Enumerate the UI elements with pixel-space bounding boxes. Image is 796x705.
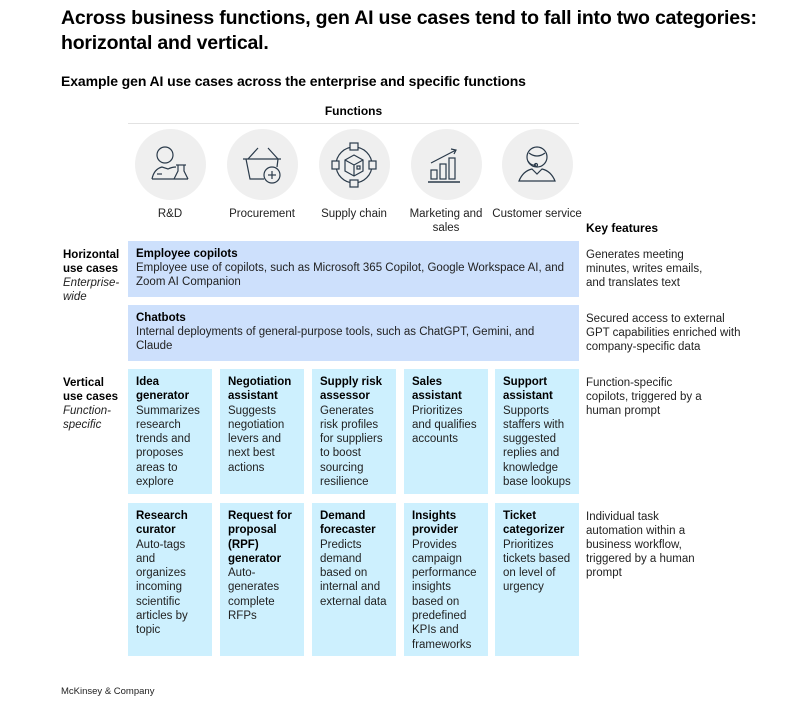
use-case-desc: Provides campaign performance insights based on predefined KPIs and frameworks <box>412 538 477 651</box>
function-rnd <box>124 129 216 221</box>
function-label: Supply chain <box>321 208 387 220</box>
key-feature: Function-specific copilots, triggered by a human prompt <box>586 377 702 417</box>
use-case-desc: Auto-generates complete RFPs <box>228 567 280 623</box>
basket-plus-icon <box>227 129 298 200</box>
horizontal-sublabel: Enterprise-wide <box>63 277 120 303</box>
vertical-use-case <box>128 503 212 656</box>
vertical-use-case <box>312 369 396 494</box>
horizontal-use-case-chatbots <box>128 305 579 361</box>
use-case-name: Support assistant <box>503 376 553 403</box>
page-title: Across business functions, gen AI use cases tend to fall into two categories: horizontal and vertical. <box>61 7 757 54</box>
use-case-desc: Employee use of copilots, such as Microsoft 365 Copilot, Google Workspace AI, and Zoom AI Companion <box>136 262 565 288</box>
use-case-desc: Suggests negotiation levers and next best actions <box>228 404 285 474</box>
key-feature: Generates meeting minutes, writes emails, and translates text <box>586 249 703 289</box>
function-supply-chain <box>308 129 400 221</box>
use-case-desc: Auto-tags and organizes incoming scientific articles by topic <box>136 538 188 637</box>
bar-chart-growth-icon <box>411 129 482 200</box>
use-case-desc: Summarizes research trends and proposes areas to explore <box>136 404 200 489</box>
horizontal-row-label <box>63 248 125 304</box>
use-case-name: Chatbots <box>136 312 186 324</box>
use-case-name: Negotiation assistant <box>228 376 292 403</box>
use-case-desc: Prioritizes tickets based on level of urgency <box>503 538 571 594</box>
function-label: Procurement <box>229 208 295 220</box>
use-case-name: Demand forecaster <box>320 510 376 537</box>
use-case-name: Research curator <box>136 510 188 537</box>
function-label: Marketing and sales <box>409 208 483 234</box>
use-case-name: Sales assistant <box>412 376 462 403</box>
vertical-label: Vertical use cases <box>63 377 118 403</box>
vertical-row-label <box>63 376 125 432</box>
subtitle: Example gen AI use cases across the enterprise and specific functions <box>61 73 526 89</box>
vertical-sublabel: Function-specific <box>63 405 111 431</box>
horizontal-label: Horizontal use cases <box>63 249 120 275</box>
function-marketing-sales <box>400 129 492 235</box>
use-case-name: Ticket categorizer <box>503 510 565 537</box>
function-label: R&D <box>157 208 183 220</box>
use-case-desc: Prioritizes and qualifies accounts <box>412 404 477 446</box>
vertical-use-case <box>404 369 488 494</box>
key-feature: Secured access to external GPT capabilities enriched with company-specific data <box>586 313 741 353</box>
vertical-use-case <box>312 503 396 656</box>
footer-brand: McKinsey & Company <box>61 686 155 697</box>
use-case-desc: Internal deployments of general-purpose tools, such as ChatGPT, Gemini, and Claude <box>136 326 535 352</box>
horizontal-use-case-employee-copilots <box>128 241 579 297</box>
vertical-use-case <box>128 369 212 494</box>
vertical-use-case <box>404 503 488 656</box>
use-case-desc: Predicts demand based on internal and external data <box>320 538 387 608</box>
use-case-name: Supply risk assessor <box>320 376 382 403</box>
scientist-flask-icon <box>135 129 206 200</box>
use-case-desc: Supports staffers with suggested replies and knowledge base lookups <box>503 404 571 489</box>
use-case-desc: Generates risk profiles for suppliers to boost sourcing resilience <box>320 404 383 489</box>
box-network-icon <box>319 129 390 200</box>
vertical-use-case <box>495 369 579 494</box>
vertical-use-case <box>220 503 304 656</box>
function-procurement <box>216 129 308 221</box>
use-case-name: Insights provider <box>412 510 459 537</box>
vertical-use-case <box>495 503 579 656</box>
function-customer-service <box>491 129 583 221</box>
key-features-header: Key features <box>586 221 659 235</box>
use-case-name: Request for proposal (RPF) generator <box>228 510 292 565</box>
functions-header: Functions <box>128 104 579 124</box>
key-feature: Individual task automation within a business workflow, triggered by a human prompt <box>586 511 695 579</box>
headset-agent-icon <box>502 129 573 200</box>
use-case-name: Employee copilots <box>136 248 238 260</box>
function-label: Customer service <box>492 208 582 220</box>
vertical-use-case <box>220 369 304 494</box>
use-case-name: Idea generator <box>136 376 190 403</box>
